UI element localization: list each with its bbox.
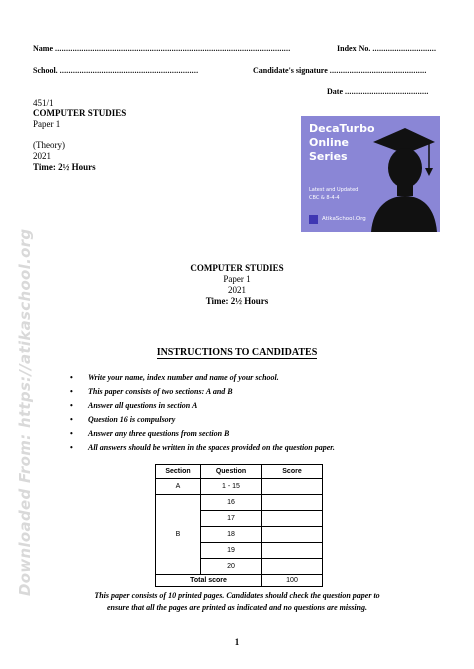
header-section: Section — [156, 465, 201, 479]
header-score: Score — [262, 465, 323, 479]
watermark: Downloaded From: https://atikaschool.org — [16, 228, 34, 596]
header-question: Question — [201, 465, 262, 479]
total-value: 100 — [262, 575, 323, 587]
name-field[interactable] — [33, 44, 290, 53]
title-subject: COMPUTER STUDIES — [190, 263, 284, 273]
instructions-heading: INSTRUCTIONS TO CANDIDATES — [156, 347, 318, 358]
score-cell[interactable] — [262, 543, 323, 559]
date-label: Date — [327, 87, 343, 96]
question-cell: 16 — [201, 495, 262, 511]
section-a-cell: A — [156, 479, 201, 495]
promo-subtitle: Latest and Updated CBC & 8-4-4 — [309, 187, 359, 201]
score-cell[interactable] — [262, 559, 323, 575]
instruction-item: • This paper consists of two sections: A and B — [70, 386, 335, 400]
score-cell[interactable] — [262, 511, 323, 527]
title-year: 2021 — [228, 285, 246, 295]
section-a-range: 1 - 15 — [201, 479, 262, 495]
table-total-row — [156, 575, 323, 587]
promo-site: AtikaSchool.Org — [322, 216, 366, 222]
instruction-item: • Answer all questions in section A — [70, 400, 335, 414]
name-dots: ........................................................................................................... — [55, 44, 291, 53]
graduate-silhouette-icon — [367, 124, 437, 232]
meta-theory: (Theory) — [33, 140, 65, 150]
question-cell: 20 — [201, 559, 262, 575]
instruction-item: • All answers should be written in the spaces provided on the question paper. — [70, 442, 335, 456]
total-label: Total score — [156, 575, 262, 587]
meta-time: Time: 2½ Hours — [33, 162, 96, 172]
score-cell[interactable] — [262, 479, 323, 495]
promo-title: DecaTurbo Online Series — [309, 122, 375, 163]
name-label: Name — [33, 44, 53, 53]
signature-dots: ............................................ — [329, 66, 427, 75]
school-field[interactable] — [33, 66, 198, 75]
paper-code: 451/1 — [33, 98, 54, 108]
instruction-item: • Answer any three questions from section B — [70, 428, 335, 442]
index-label: Index No. — [337, 44, 371, 53]
title-paper: Paper 1 — [223, 274, 251, 284]
instruction-item: • Question 16 is compulsory — [70, 414, 335, 428]
score-table — [155, 464, 323, 587]
index-dots: ............................. — [372, 44, 437, 53]
section-b-cell: B — [156, 495, 201, 575]
question-cell: 19 — [201, 543, 262, 559]
signature-label: Candidate's signature — [253, 66, 328, 75]
promo-logo-icon — [309, 215, 318, 224]
question-cell: 18 — [201, 527, 262, 543]
score-cell[interactable] — [262, 495, 323, 511]
table-row — [156, 479, 323, 495]
table-header-row — [156, 465, 323, 479]
table-row — [156, 495, 323, 511]
title-time: Time: 2½ Hours — [205, 296, 269, 306]
date-dots: ...................................... — [345, 87, 429, 96]
school-label: School. — [33, 66, 58, 75]
instruction-item: • Write your name, index number and name of your school. — [70, 372, 335, 386]
school-dots: ............................................................... — [59, 66, 199, 75]
meta-paper: Paper 1 — [33, 119, 61, 129]
date-field[interactable] — [327, 87, 429, 96]
score-cell[interactable] — [262, 527, 323, 543]
promo-image — [301, 116, 440, 232]
footer-note: This paper consists of 10 printed pages. Candidates should check the question paper to ensure that all the pages are printed as indicated and no questions are missing. — [94, 591, 380, 612]
page-number: 1 — [234, 637, 240, 647]
meta-year: 2021 — [33, 151, 51, 161]
meta-subject: COMPUTER STUDIES — [33, 108, 127, 118]
index-field[interactable] — [337, 44, 436, 53]
signature-field[interactable] — [253, 66, 427, 75]
question-cell: 17 — [201, 511, 262, 527]
instructions-list — [70, 372, 335, 456]
